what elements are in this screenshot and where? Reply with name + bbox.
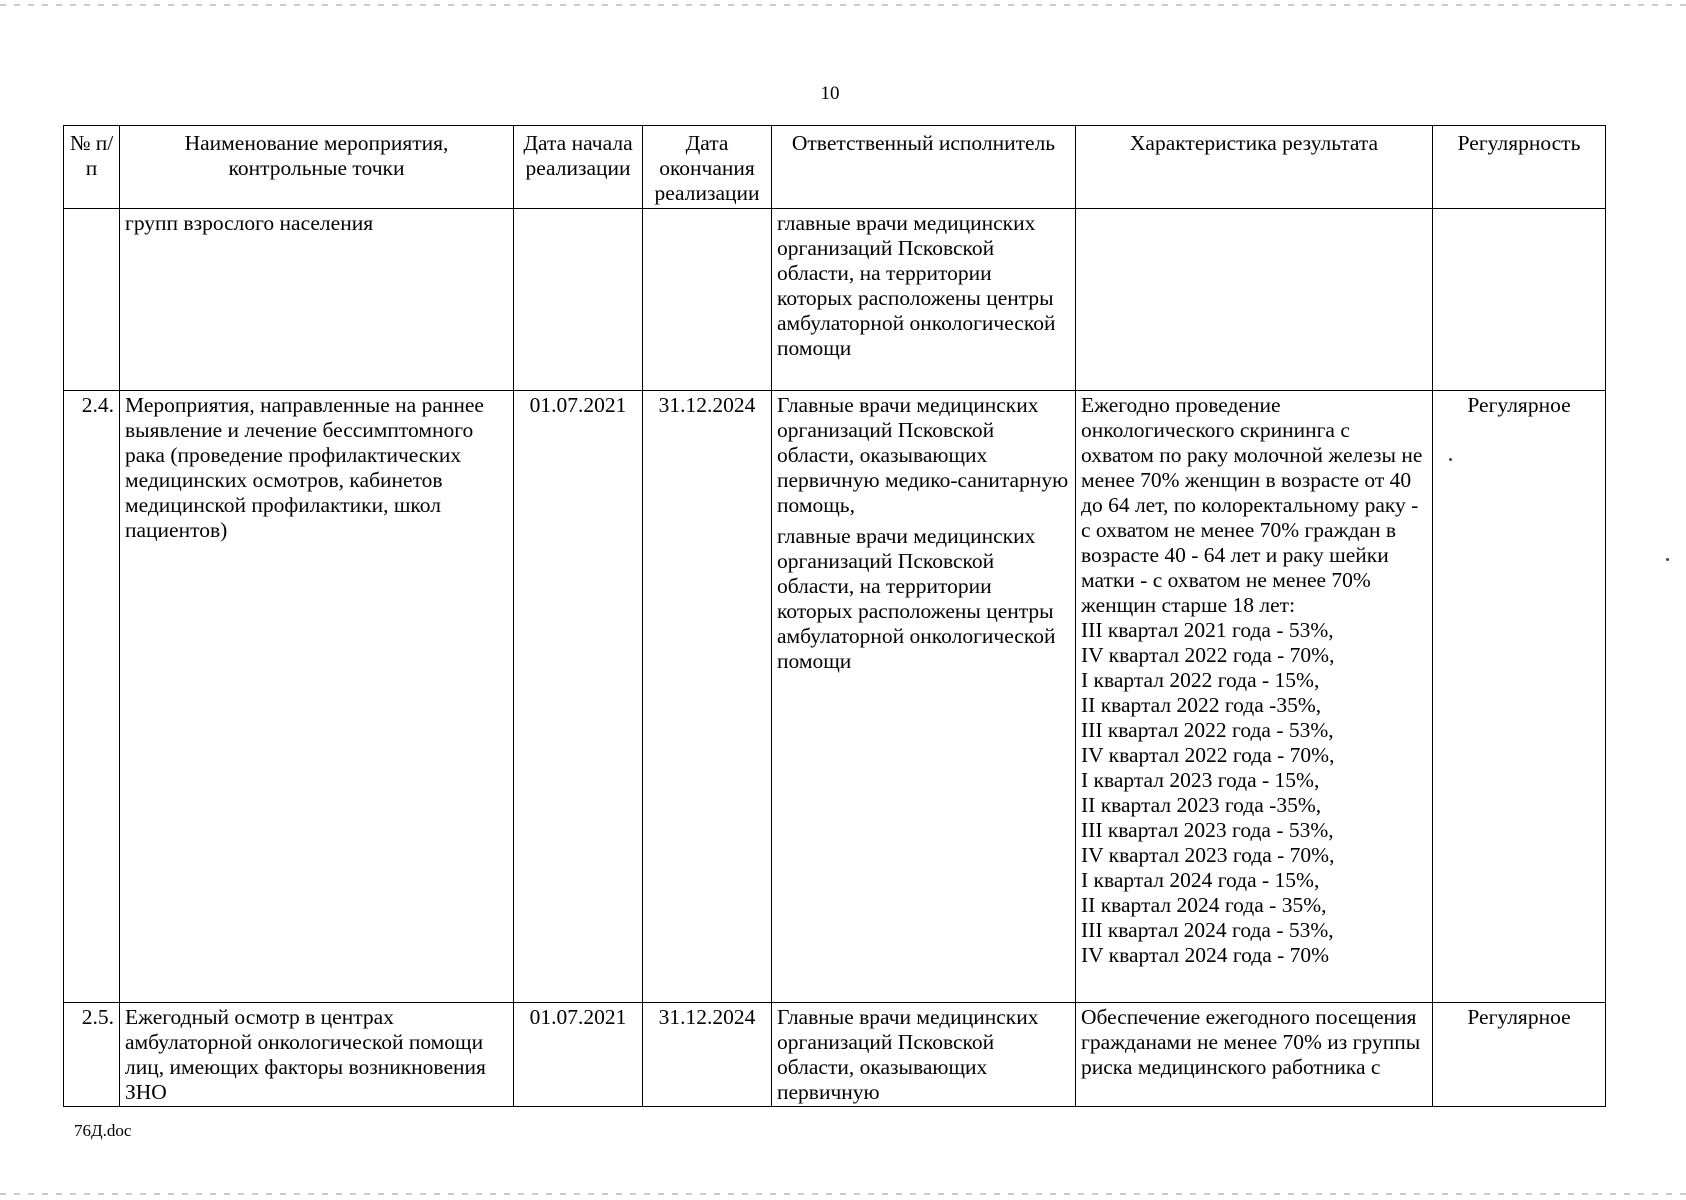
row-num: 2.5. [64, 1003, 120, 1107]
header-end-date: Дата окончания реализации [643, 126, 772, 209]
measures-table [63, 125, 1606, 1107]
result-quarter: IV квартал 2024 года - 70% [1081, 943, 1330, 967]
scan-edge-top [0, 4, 1686, 6]
header-result: Характеристика результата [1076, 126, 1433, 209]
result-quarter: III квартал 2024 года - 53%, [1081, 918, 1334, 942]
result-quarter: II квартал 2022 года -35%, [1081, 693, 1322, 717]
header-responsible: Ответственный исполнитель [772, 126, 1076, 209]
header-regularity: Регулярность [1433, 126, 1606, 209]
responsible-text: Главные врачи медицинских организаций Псковской области, оказывающих первичную [777, 1005, 1039, 1104]
row-end-date: 31.12.2024 [643, 391, 772, 1003]
file-name-footer: 76Д.doc [74, 1121, 132, 1140]
result-quarter: II квартал 2023 года -35%, [1081, 793, 1322, 817]
result-text: Обеспечение ежегодного посещения гражданами не менее 70% из группы риска медицинского работника с [1081, 1005, 1421, 1079]
header-start-date: Дата начала реализации [514, 126, 643, 209]
row-result [1076, 391, 1433, 1003]
result-quarter: I квартал 2023 года - 15%, [1081, 768, 1320, 792]
row-regularity: Регулярное [1433, 1003, 1606, 1107]
row-start-date [514, 209, 643, 391]
row-regularity [1433, 209, 1606, 391]
scan-speck [1666, 558, 1669, 561]
row-start-date: 01.07.2021 [514, 1003, 643, 1107]
row-end-date [643, 209, 772, 391]
row-num: 2.4. [64, 391, 120, 1003]
scan-edge-bottom [0, 1193, 1686, 1195]
row-name: Ежегодный осмотр в центрах амбулаторной онкологической помощи лиц, имеющих факторы возникновения ЗНО [120, 1003, 514, 1107]
row-responsible [772, 1003, 1076, 1107]
result-text: Ежегодно проведение онкологического скрининга с охватом по раку молочной железы не менее 70% женщин в возрасте от 40 до 64 лет, по колоректальному раку - с охватом не менее 70% граждан в возрасте 40 - 64 лет и раку шейки матки - с охватом не менее 70% женщин старше 18 лет: [1081, 393, 1423, 617]
responsible-text: главные врачи медицинских организаций Псковской области, на территории которых расположены центры амбулаторной онкологической помощи [777, 211, 1056, 360]
result-quarter: IV квартал 2022 года - 70%, [1081, 743, 1335, 767]
result-quarter: III квартал 2022 года - 53%, [1081, 718, 1334, 742]
row-regularity: Регулярное [1433, 391, 1606, 1003]
result-quarter: IV квартал 2022 года - 70%, [1081, 643, 1335, 667]
row-num [64, 209, 120, 391]
table-header-row [64, 126, 1606, 209]
page-number: 10 [820, 83, 840, 104]
row-responsible [772, 209, 1076, 391]
table-row [64, 1003, 1606, 1107]
result-quarter: III квартал 2023 года - 53%, [1081, 818, 1334, 842]
result-quarter: III квартал 2021 года - 53%, [1081, 618, 1334, 642]
row-result [1076, 1003, 1433, 1107]
row-start-date: 01.07.2021 [514, 391, 643, 1003]
scan-speck [1449, 458, 1452, 461]
row-end-date: 31.12.2024 [643, 1003, 772, 1107]
result-quarter: IV квартал 2023 года - 70%, [1081, 843, 1335, 867]
row-name: Мероприятия, направленные на раннее выявление и лечение бессимптомного рака (проведение профилактических медицинских осмотров, кабинетов медицинской профилактики, школ пациентов) [120, 391, 514, 1003]
responsible-text: главные врачи медицинских организаций Псковской области, на территории которых расположены центры амбулаторной онкологической помощи [777, 524, 1056, 673]
header-name: Наименование мероприятия, контрольные точки [120, 126, 514, 209]
header-num: № п/п [64, 126, 120, 209]
table-row [64, 391, 1606, 1003]
table-row [64, 209, 1606, 391]
row-result [1076, 209, 1433, 391]
result-quarter: II квартал 2024 года - 35%, [1081, 893, 1327, 917]
row-responsible [772, 391, 1076, 1003]
result-quarter: I квартал 2022 года - 15%, [1081, 668, 1320, 692]
responsible-text: Главные врачи медицинских организаций Псковской области, оказывающих первичную медико-санитарную помощь, [777, 393, 1069, 517]
result-quarter: I квартал 2024 года - 15%, [1081, 868, 1320, 892]
row-name: групп взрослого населения [120, 209, 514, 391]
